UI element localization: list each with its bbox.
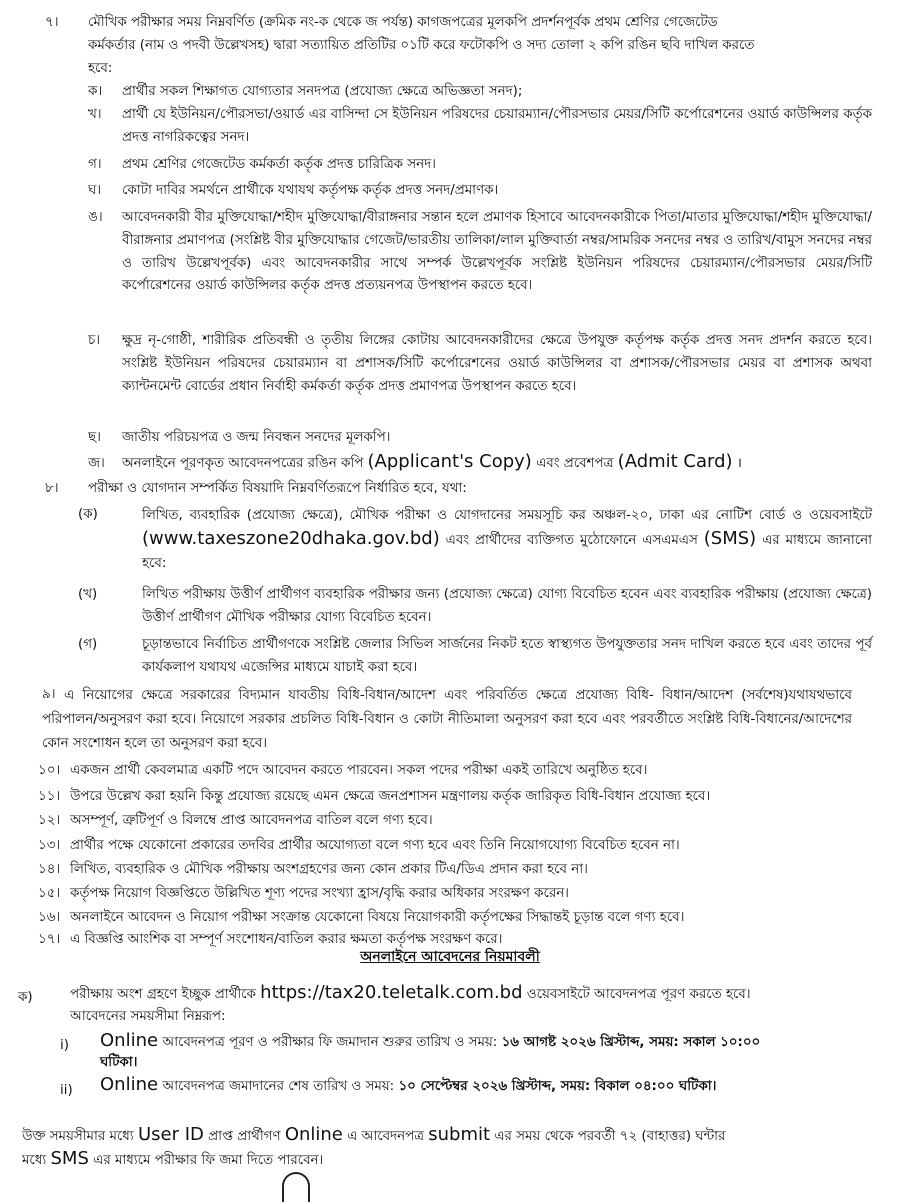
rule-15-number: ১৫। xyxy=(38,886,61,901)
sms-label: (SMS) xyxy=(703,528,757,549)
item-8-ka-pre: লিখিত, ব্যবহারিক (প্রযোজ্য ক্ষেত্রে), মৌখিক পরীক্ষা ও যোগদানের সময়সূচি কর অঞ্চল-২০, ঢাকা এর নোটিশ বোর্ড ও ওয়েবসাইটে xyxy=(142,508,872,523)
online-i-line-2: ঘটিকা। xyxy=(100,1055,138,1070)
submit-label: submit xyxy=(428,1124,491,1145)
online-ii-end-date: ১০ সেপ্টেম্বর ২০২৬ খ্রিস্টাব্দ, সময়: বিকাল ০৪:০০ ঘটিকা। xyxy=(398,1079,717,1094)
fee-p5: মধ্যে xyxy=(22,1153,47,1168)
online-a-line-2: আবেদনের সময়সীমা নিম্নরূপ: xyxy=(70,1009,226,1024)
item-8-kha-text: লিখিত পরীক্ষায় উত্তীর্ণ প্রার্থীগণ ব্যবহারিক পরীক্ষার জন্য (প্রযোজ্য ক্ষেত্রে) যোগ্য বিবেচিত হবেন এবং ব্যবহারিক পরীক্ষায় (প্রযোজ্য ক্ষেত্রে) উত্তীর্ণ প্রার্থীগণ মৌখিক পরীক্ষার যোগ্য বিবেচিত হবেন। xyxy=(142,587,872,625)
item-ga-label: গ। xyxy=(88,157,102,172)
online-a-label: ক) xyxy=(18,990,33,1005)
admit-card-label: (Admit Card) xyxy=(617,451,733,472)
item-8-ka-mid: এবং প্রার্থীদের ব্যক্তিগত মুঠোফোনে এসএমএস xyxy=(439,533,704,548)
rule-12-text: অসম্পূর্ণ, ত্রুটিপূর্ণ ও বিলম্বে প্রাপ্ত আবেদনপত্র বাতিল বলে গণ্য হবে। xyxy=(70,813,433,828)
fee-p4: এর সময় থেকে পরবর্তী ৭২ (বাহাত্তর) ঘন্টার xyxy=(494,1129,726,1144)
online-a-post: ওয়েবসাইটে আবেদনপত্র পূরণ করতে হবে। xyxy=(526,987,751,1002)
online-ii-line-1 xyxy=(100,1074,716,1098)
item-8-ka-label: (ক) xyxy=(78,507,98,522)
item-ga-text: প্রথম শ্রেণির গেজেটেড কর্মকর্তা কর্তৃক প্রদত্ত চারিত্রিক সনদ। xyxy=(122,157,436,172)
item-8-ka-end: এর মাধ্যমে জানানো হবে: xyxy=(142,533,873,571)
section-9-text: এ নিয়োগের ক্ষেত্রে সরকারের বিদ্যমান যাবতীয় বিধি-বিধান/আদেশ এবং পরিবর্তিত ক্ষেত্রে প্রযোজ্য বিধি- বিধান/আদেশ (সর্বশেষ)যথাযথভাবে পরিপালন/অনুসরণ করা হবে। নিয়োগে সরকার প্রচলিত বিধি-বিধান ও কোটা নীতিমালা অনুসরণ করা হবে এবং পরবর্তীতে সংশ্লিষ্ট বিধি-বিধানের/আদেশের কোন সংশোধন হলে তা অনুসরণ করা হবে। xyxy=(42,688,852,751)
item-ja-label: জ। xyxy=(88,456,105,471)
online-a-line-1 xyxy=(70,982,751,1006)
fee-p6: এর মাধ্যমে পরীক্ষার ফি জমা দিতে পারবেন। xyxy=(93,1153,324,1168)
rule-14-text: লিখিত, ব্যবহারিক ও মৌখিক পরীক্ষায় অংশগ্রহণের জন্য কোন প্রকার টিএ/ডিএ প্রদান করা হবে না। xyxy=(70,862,588,877)
user-id-label: User ID xyxy=(137,1124,204,1145)
section-7-number: ৭। xyxy=(45,15,59,30)
item-8-ga-label: (গ) xyxy=(78,637,98,652)
rule-17-text: এ বিজ্ঞপ্তি আংশিক বা সম্পূর্ণ সংশোধন/বাতিল করার ক্ষমতা কর্তৃপক্ষ সংরক্ষণ করে। xyxy=(70,932,503,947)
section-7-intro-line-2: কর্মকর্তার (নাম ও পদবী উল্লেখসহ) দ্বারা সত্যায়িত প্রতিটির ০১টি করে ফটোকপি ও সদ্য তোলা ২ কপি রঙিন ছবি দাখিল করতে xyxy=(88,38,755,53)
online-i-line-1 xyxy=(100,1030,760,1054)
rule-10-number: ১০। xyxy=(38,763,61,778)
section-7-intro-line-1: মৌখিক পরীক্ষার সময় নিম্নবর্ণিত (ক্রমিক নং-ক থেকে জ পর্যন্ত) কাগজপত্রের মূলকপি প্রদর্শনপূর্বক প্রথম শ্রেণির গেজেটেড xyxy=(88,15,718,30)
fee-p2: প্রাপ্ত প্রার্থীগণ xyxy=(208,1129,281,1144)
rule-13-number: ১৩। xyxy=(38,838,61,853)
item-ja-text-mid: এবং প্রবেশপত্র xyxy=(531,456,618,471)
rule-12-number: ১২। xyxy=(38,813,61,828)
online-a-pre: পরীক্ষায় অংশ গ্রহণে ইচ্ছুক প্রার্থীকে xyxy=(70,987,256,1002)
online-i-start-date: ১৬ আগষ্ট ২০২৬ খ্রিস্টাব্দ, সময়: সকাল ১০:০০ xyxy=(501,1035,761,1050)
section-9-number: ৯। xyxy=(42,687,56,702)
item-ja-text xyxy=(122,451,742,475)
rule-11-number: ১১। xyxy=(38,789,61,804)
item-kha-label: খ। xyxy=(88,107,102,122)
item-nga-label: ঙ। xyxy=(88,210,103,225)
rule-16-text: অনলাইনে আবেদন ও নিয়োগ পরীক্ষা সংক্রান্ত যেকোনো বিষয়ে নিয়োগকারী কর্তৃপক্ষের সিদ্ধান্তই চূড়ান্ত বলে গণ্য হবে। xyxy=(70,910,685,925)
section-8-number: ৮। xyxy=(45,481,59,496)
item-ka-text: প্রার্থীর সকল শিক্ষাগত যোগ্যতার সনদপত্র (প্রযোজ্য ক্ষেত্রে অভিজ্ঞতা সনদ); xyxy=(122,84,523,99)
application-website-url: https://tax20.teletalk.com.bd xyxy=(260,982,523,1003)
section-7-intro-line-3: হবে: xyxy=(88,61,113,76)
sms-fee-label: SMS xyxy=(50,1148,89,1169)
rule-10-text: একজন প্রার্থী কেবলমাত্র একটি পদে আবেদন করতে পারবেন। সকল পদের পরীক্ষা একই তারিখে অনুষ্ঠিত হবে। xyxy=(70,763,648,778)
fee-p3: এ আবেদনপত্র xyxy=(347,1129,424,1144)
item-chha-text: জাতীয় পরিচয়পত্র ও জন্ম নিবন্ধন সনদের মূলকপি। xyxy=(122,430,391,445)
rule-15-text: কর্তৃপক্ষ নিয়োগ বিজ্ঞপ্তিতে উল্লিখিত শূণ্য পদের সংখ্যা হ্রাস/বৃদ্ধি করার অধিকার সংরক্ষণ করেন। xyxy=(70,886,569,901)
rule-13-text: প্রার্থীর পক্ষে যেকোনো প্রকারের তদবির প্রার্থীর অযোগ্যতা বলে গণ্য হবে এবং তিনি নিয়োগযোগ্য বিবেচিত হবেন না। xyxy=(70,838,680,853)
item-ja-text-end: । xyxy=(732,456,742,471)
fee-paragraph-line-2 xyxy=(22,1148,323,1172)
item-chha-label: ছ। xyxy=(88,430,101,445)
item-cha-text: ক্ষুদ্র নৃ-গোষ্ঠী, শারীরিক প্রতিবন্ধী ও তৃতীয় লিঙ্গের কোটায় আবেদনকারীদের ক্ষেত্রে উপযুক্ত কর্তৃপক্ষ কর্তৃক প্রদত্ত সনদ প্রদর্শন করতে হবে। সংশ্লিষ্ট ইউনিয়ন পরিষদের চেয়ারম্যান বা প্রশাসক/সিটি কর্পোরেশনের ওয়ার্ড কাউন্সিলর বা প্রশাসক/পৌরসভার মেয়র বা প্রশাসক অথবা ক্যান্টনমেন্ট বোর্ডের প্রধান নির্বাহী কর্মকর্তা কর্তৃক প্রদত্ত প্রমাণপত্র উপস্থাপন করতে হবে। xyxy=(122,333,872,394)
rule-17-number: ১৭। xyxy=(38,932,61,947)
signature-mark xyxy=(282,1172,310,1202)
item-nga-text: আবেদনকারী বীর মুক্তিযোদ্ধা/শহীদ মুক্তিযোদ্ধা/বীরাঙ্গনার সন্তান হলে প্রমাণক হিসাবে আবেদনকারীকে পিতা/মাতার মুক্তিযোদ্ধা/শহীদ মুক্তিযোদ্ধা/বীরাঙ্গনার প্রমাণপত্র (সংশ্লিষ্ট বীর মুক্তিযোদ্ধার গেজেট/ভারতীয় তালিকা/লাল মুক্তিবার্তা নম্বর/সামরিক সনদের নম্বর ও তারিখ/বামুস সনদের নম্বর ও তারিখ উল্লেখপূর্বক) এবং আবেদনকারীর সাথে সম্পর্ক উল্লেখপূর্বক সংশ্লিষ্ট ইউনিয়ন পরিষদের চেয়ারম্যান/পৌরসভার মেয়র/সিটি কর্পোরেশনের ওয়ার্ড কাউন্সিলর কর্তৃক প্রদত্ত প্রত্যয়নপত্র উপস্থাপন করতে হবে। xyxy=(122,210,872,294)
item-8-ga-text: চূড়ান্তভাবে নির্বাচিত প্রার্থীগণকে সংশ্লিষ্ট জেলার সিভিল সার্জনের নিকট হতে স্বাস্থ্যগত উপযুক্ততার সনদ দাখিল করতে হবে এবং তাদের পূর্ব কার্যকলাপ যথাযথ এজেন্সির মাধ্যমে যাচাই করা হবে। xyxy=(142,637,872,675)
online-label: Online xyxy=(284,1124,343,1145)
item-gha-text: কোটা দাবির সমর্থনে প্রার্থীকে যথাযথ কর্তৃপক্ষ কর্তৃক প্রদত্ত সনদ/প্রমাণক। xyxy=(122,183,499,198)
online-i-big: Online xyxy=(100,1030,159,1051)
item-kha-text: প্রার্থী যে ইউনিয়ন/পৌরসভা/ওয়ার্ড এর বাসিন্দা সে ইউনিয়ন পরিষদের চেয়ারম্যান/পৌরসভার মেয়র/সিটি কর্পোরেশনের ওয়ার্ড কাউন্সিলর কর্তৃক প্রদত্ত নাগরিকত্বের সনদ। xyxy=(122,107,872,145)
item-cha-label: চ। xyxy=(88,333,101,348)
online-ii-label: ii) xyxy=(60,1083,73,1098)
online-rules-heading: অনলাইনে আবেদনের নিয়মাবলী xyxy=(360,949,540,965)
fee-paragraph-line-1 xyxy=(22,1124,725,1148)
item-ja-text-pre: অনলাইনে পূরণকৃত আবেদনপত্রের রঙিন কপি xyxy=(122,456,368,471)
online-ii-big: Online xyxy=(100,1074,159,1095)
rule-16-number: ১৬। xyxy=(38,910,61,925)
notice-website-url: (www.taxeszone20dhaka.gov.bd) xyxy=(142,528,440,549)
online-i-label: i) xyxy=(60,1038,69,1053)
rule-11-text: উপরে উল্লেখ করা হয়নি কিন্তু প্রযোজ্য রয়েছে এমন ক্ষেত্রে জনপ্রশাসন মন্ত্রণালয় কর্তৃক জারিকৃত বিধি-বিধান প্রযোজ্য হবে। xyxy=(70,789,711,804)
applicants-copy-label: (Applicant's Copy) xyxy=(367,451,532,472)
item-gha-label: ঘ। xyxy=(88,183,102,198)
section-8-intro: পরীক্ষা ও যোগদান সম্পর্কিত বিষয়াদি নিম্নবর্ণিতরূপে নির্ধারিত হবে, যথা: xyxy=(88,481,467,496)
item-8-kha-label: (খ) xyxy=(78,587,98,602)
online-ii-text: আবেদনপত্র জমাদানের শেষ তারিখ ও সময়: xyxy=(162,1079,395,1094)
item-ka-label: ক। xyxy=(88,84,103,99)
online-i-text: আবেদনপত্র পূরণ ও পরীক্ষার ফি জমাদান শুরুর তারিখ ও সময়: xyxy=(162,1035,498,1050)
fee-p1: উক্ত সময়সীমার মধ্যে xyxy=(22,1129,134,1144)
item-8-ka-text xyxy=(142,504,872,575)
rule-14-number: ১৪। xyxy=(38,862,61,877)
